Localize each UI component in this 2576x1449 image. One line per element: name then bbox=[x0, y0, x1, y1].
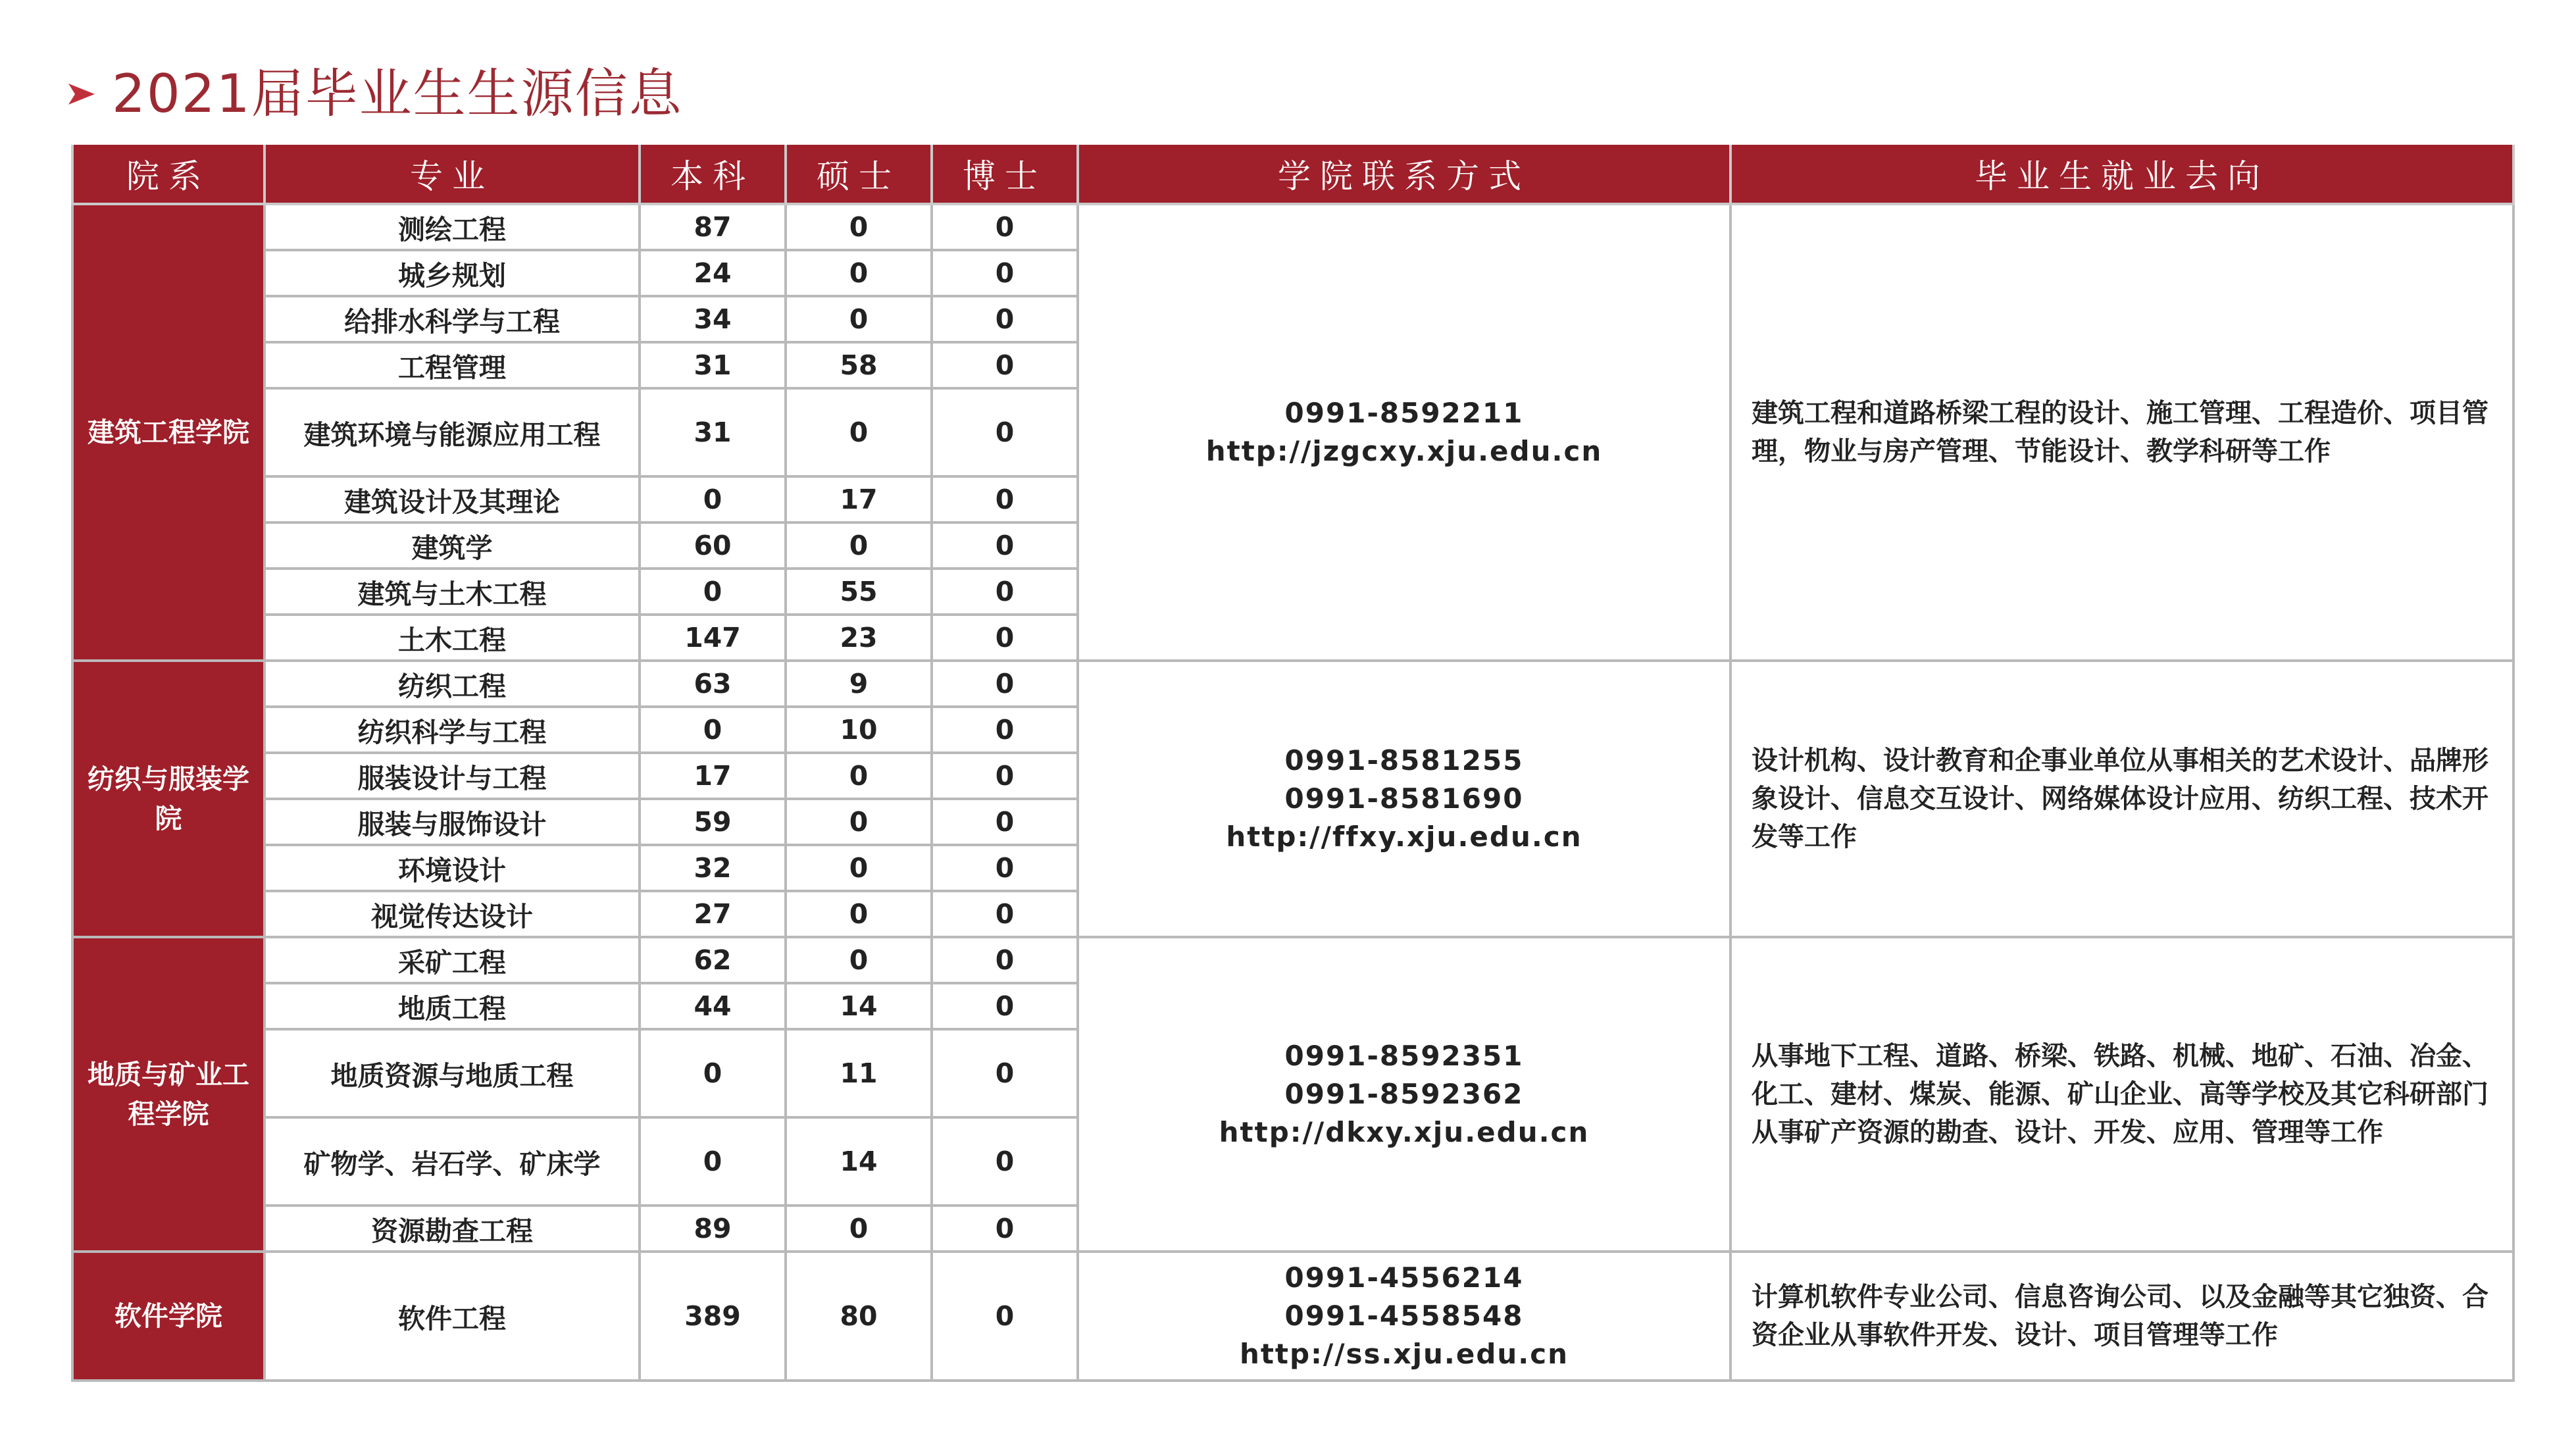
phd-cell: 0 bbox=[932, 250, 1078, 296]
phd-cell: 0 bbox=[932, 342, 1078, 388]
phd-cell: 0 bbox=[932, 753, 1078, 799]
undergrad-cell: 34 bbox=[640, 296, 786, 342]
phd-cell: 0 bbox=[932, 1029, 1078, 1117]
contact-cell bbox=[1078, 1252, 1730, 1381]
major-cell: 服装设计与工程 bbox=[265, 753, 640, 799]
undergrad-cell: 89 bbox=[640, 1206, 786, 1252]
master-cell: 0 bbox=[786, 296, 932, 342]
phd-cell: 0 bbox=[932, 1252, 1078, 1381]
phd-cell: 0 bbox=[932, 476, 1078, 522]
major-cell: 视觉传达设计 bbox=[265, 891, 640, 937]
master-cell: 0 bbox=[786, 250, 932, 296]
header-row bbox=[72, 145, 2513, 204]
major-cell: 建筑与土木工程 bbox=[265, 569, 640, 615]
triangle-arrow-icon bbox=[66, 78, 97, 110]
dept-name-cell: 纺织与服装学院 bbox=[72, 661, 265, 937]
phd-cell: 0 bbox=[932, 799, 1078, 845]
undergrad-cell: 0 bbox=[640, 1117, 786, 1206]
major-cell: 服装与服饰设计 bbox=[265, 799, 640, 845]
undergrad-cell: 87 bbox=[640, 204, 786, 250]
major-cell: 城乡规划 bbox=[265, 250, 640, 296]
phd-cell: 0 bbox=[932, 891, 1078, 937]
title-row bbox=[66, 58, 683, 130]
major-cell: 建筑设计及其理论 bbox=[265, 476, 640, 522]
header-master: 硕士 bbox=[786, 145, 932, 204]
undergrad-cell: 389 bbox=[640, 1252, 786, 1381]
major-cell: 建筑环境与能源应用工程 bbox=[265, 388, 640, 476]
table-row bbox=[72, 661, 2513, 707]
master-cell: 0 bbox=[786, 799, 932, 845]
major-cell: 环境设计 bbox=[265, 845, 640, 891]
undergrad-cell: 63 bbox=[640, 661, 786, 707]
master-cell: 14 bbox=[786, 1117, 932, 1206]
contact-phone: 0991-4556214 bbox=[1284, 1261, 1524, 1294]
header-major: 专业 bbox=[265, 145, 640, 204]
phd-cell: 0 bbox=[932, 937, 1078, 983]
master-cell: 23 bbox=[786, 615, 932, 661]
major-cell: 资源勘查工程 bbox=[265, 1206, 640, 1252]
phd-cell: 0 bbox=[932, 983, 1078, 1029]
header-contact: 学院联系方式 bbox=[1078, 145, 1730, 204]
destination-cell: 计算机软件专业公司、信息咨询公司、以及金融等其它独资、合资企业从事软件开发、设计、项目管理等工作 bbox=[1730, 1252, 2513, 1381]
master-cell: 80 bbox=[786, 1252, 932, 1381]
contact-url: http://ss.xju.edu.cn bbox=[1239, 1338, 1569, 1370]
undergrad-cell: 32 bbox=[640, 845, 786, 891]
master-cell: 9 bbox=[786, 661, 932, 707]
master-cell: 17 bbox=[786, 476, 932, 522]
undergrad-cell: 147 bbox=[640, 615, 786, 661]
phd-cell: 0 bbox=[932, 661, 1078, 707]
major-cell: 采矿工程 bbox=[265, 937, 640, 983]
master-cell: 0 bbox=[786, 753, 932, 799]
contact-phone: 0991-8592362 bbox=[1284, 1078, 1524, 1110]
undergrad-cell: 0 bbox=[640, 476, 786, 522]
phd-cell: 0 bbox=[932, 296, 1078, 342]
master-cell: 0 bbox=[786, 522, 932, 569]
major-cell: 地质工程 bbox=[265, 983, 640, 1029]
table-row bbox=[72, 937, 2513, 983]
destination-cell: 从事地下工程、道路、桥梁、铁路、机械、地矿、石油、冶金、化工、建材、煤炭、能源、矿山企业、高等学校及其它科研部门从事矿产资源的勘查、设计、开发、应用、管理等工作 bbox=[1730, 937, 2513, 1252]
undergrad-cell: 0 bbox=[640, 707, 786, 753]
undergrad-cell: 0 bbox=[640, 569, 786, 615]
phd-cell: 0 bbox=[932, 522, 1078, 569]
undergrad-cell: 31 bbox=[640, 342, 786, 388]
undergrad-cell: 0 bbox=[640, 1029, 786, 1117]
contact-cell bbox=[1078, 661, 1730, 937]
graduate-source-table bbox=[71, 145, 2515, 1382]
dept-name-cell: 建筑工程学院 bbox=[72, 204, 265, 661]
major-cell: 测绘工程 bbox=[265, 204, 640, 250]
dept-name-cell: 地质与矿业工程学院 bbox=[72, 937, 265, 1252]
contact-phone: 0991-8592211 bbox=[1284, 397, 1524, 429]
undergrad-cell: 59 bbox=[640, 799, 786, 845]
contact-phone: 0991-4558548 bbox=[1284, 1300, 1524, 1332]
master-cell: 0 bbox=[786, 845, 932, 891]
phd-cell: 0 bbox=[932, 707, 1078, 753]
undergrad-cell: 27 bbox=[640, 891, 786, 937]
undergrad-cell: 62 bbox=[640, 937, 786, 983]
major-cell: 纺织科学与工程 bbox=[265, 707, 640, 753]
master-cell: 10 bbox=[786, 707, 932, 753]
contact-cell bbox=[1078, 204, 1730, 661]
phd-cell: 0 bbox=[932, 845, 1078, 891]
contact-phone: 0991-8581690 bbox=[1284, 782, 1524, 815]
phd-cell: 0 bbox=[932, 1117, 1078, 1206]
phd-cell: 0 bbox=[932, 569, 1078, 615]
master-cell: 55 bbox=[786, 569, 932, 615]
master-cell: 14 bbox=[786, 983, 932, 1029]
header-dept: 院系 bbox=[72, 145, 265, 204]
undergrad-cell: 44 bbox=[640, 983, 786, 1029]
contact-url: http://ffxy.xju.edu.cn bbox=[1226, 821, 1582, 853]
undergrad-cell: 17 bbox=[640, 753, 786, 799]
master-cell: 11 bbox=[786, 1029, 932, 1117]
destination-cell: 建筑工程和道路桥梁工程的设计、施工管理、工程造价、项目管理，物业与房产管理、节能设计、教学科研等工作 bbox=[1730, 204, 2513, 661]
contact-url: http://jzgcxy.xju.edu.cn bbox=[1205, 435, 1603, 467]
page-title: 2021届毕业生生源信息 bbox=[112, 63, 683, 124]
major-cell: 矿物学、岩石学、矿床学 bbox=[265, 1117, 640, 1206]
phd-cell: 0 bbox=[932, 1206, 1078, 1252]
master-cell: 0 bbox=[786, 388, 932, 476]
master-cell: 0 bbox=[786, 937, 932, 983]
major-cell: 地质资源与地质工程 bbox=[265, 1029, 640, 1117]
contact-phone: 0991-8581255 bbox=[1284, 744, 1524, 776]
master-cell: 0 bbox=[786, 204, 932, 250]
header-phd: 博士 bbox=[932, 145, 1078, 204]
contact-cell bbox=[1078, 937, 1730, 1252]
contact-phone: 0991-8592351 bbox=[1284, 1040, 1524, 1072]
major-cell: 建筑学 bbox=[265, 522, 640, 569]
table-row bbox=[72, 1252, 2513, 1381]
master-cell: 0 bbox=[786, 1206, 932, 1252]
undergrad-cell: 60 bbox=[640, 522, 786, 569]
major-cell: 软件工程 bbox=[265, 1252, 640, 1381]
dept-name-cell: 软件学院 bbox=[72, 1252, 265, 1381]
phd-cell: 0 bbox=[932, 615, 1078, 661]
major-cell: 纺织工程 bbox=[265, 661, 640, 707]
table-row bbox=[72, 204, 2513, 250]
major-cell: 工程管理 bbox=[265, 342, 640, 388]
major-cell: 土木工程 bbox=[265, 615, 640, 661]
header-destination: 毕业生就业去向 bbox=[1730, 145, 2513, 204]
phd-cell: 0 bbox=[932, 204, 1078, 250]
undergrad-cell: 31 bbox=[640, 388, 786, 476]
major-cell: 给排水科学与工程 bbox=[265, 296, 640, 342]
undergrad-cell: 24 bbox=[640, 250, 786, 296]
master-cell: 0 bbox=[786, 891, 932, 937]
header-undergrad: 本科 bbox=[640, 145, 786, 204]
contact-url: http://dkxy.xju.edu.cn bbox=[1219, 1116, 1590, 1148]
master-cell: 58 bbox=[786, 342, 932, 388]
destination-cell: 设计机构、设计教育和企事业单位从事相关的艺术设计、品牌形象设计、信息交互设计、网络媒体设计应用、纺织工程、技术开发等工作 bbox=[1730, 661, 2513, 937]
phd-cell: 0 bbox=[932, 388, 1078, 476]
